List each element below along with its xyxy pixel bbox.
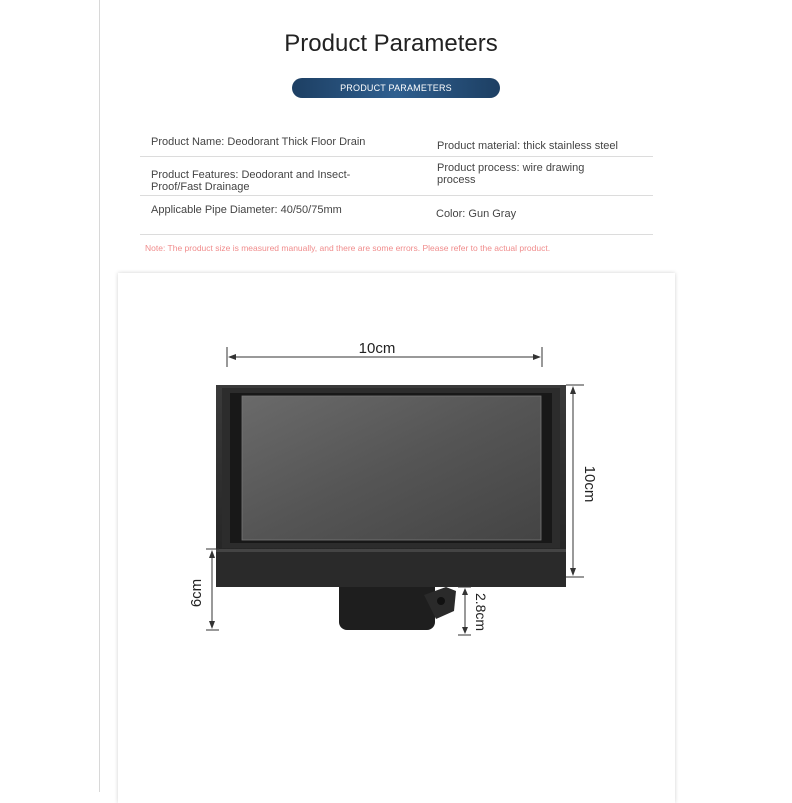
outlet-label: 2.8cm: [473, 592, 489, 632]
product-image-panel: [118, 273, 675, 803]
floor-drain-illustration: [118, 273, 675, 792]
height-label: 6cm: [188, 578, 205, 608]
length-dimension: [566, 385, 598, 577]
table-row: [140, 128, 653, 157]
drain-body: [216, 385, 566, 630]
width-dimension: [227, 340, 542, 367]
product-name: Product Name: Deodorant Thick Floor Drain: [151, 136, 366, 148]
product-process-line2: process: [437, 174, 476, 186]
outlet-dimension: [458, 587, 489, 635]
product-features: [151, 169, 350, 193]
table-row: [140, 157, 653, 196]
page-title: Product Parameters: [284, 30, 498, 57]
product-process: [437, 162, 584, 186]
product-material: Product material: thick stainless steel: [437, 140, 618, 152]
left-divider-line: [99, 0, 100, 792]
table-row: [140, 196, 653, 235]
product-color: Color: Gun Gray: [436, 208, 517, 220]
length-label: 10cm: [581, 465, 598, 503]
width-label: 10cm: [358, 340, 396, 357]
product-process-line1: Product process: wire drawing: [437, 162, 585, 174]
height-dimension: [188, 549, 219, 630]
product-features-line2: Proof/Fast Drainage: [151, 181, 250, 193]
section-badge: PRODUCT PARAMETERS: [292, 78, 500, 98]
product-features-line1: Product Features: Deodorant and Insect-: [151, 169, 351, 181]
parameters-table: [140, 128, 653, 236]
pipe-diameter: Applicable Pipe Diameter: 40/50/75mm: [151, 204, 342, 216]
measurement-note: Note: The product size is measured manually, and there are some errors. Please refer to the actual product.: [145, 243, 551, 253]
